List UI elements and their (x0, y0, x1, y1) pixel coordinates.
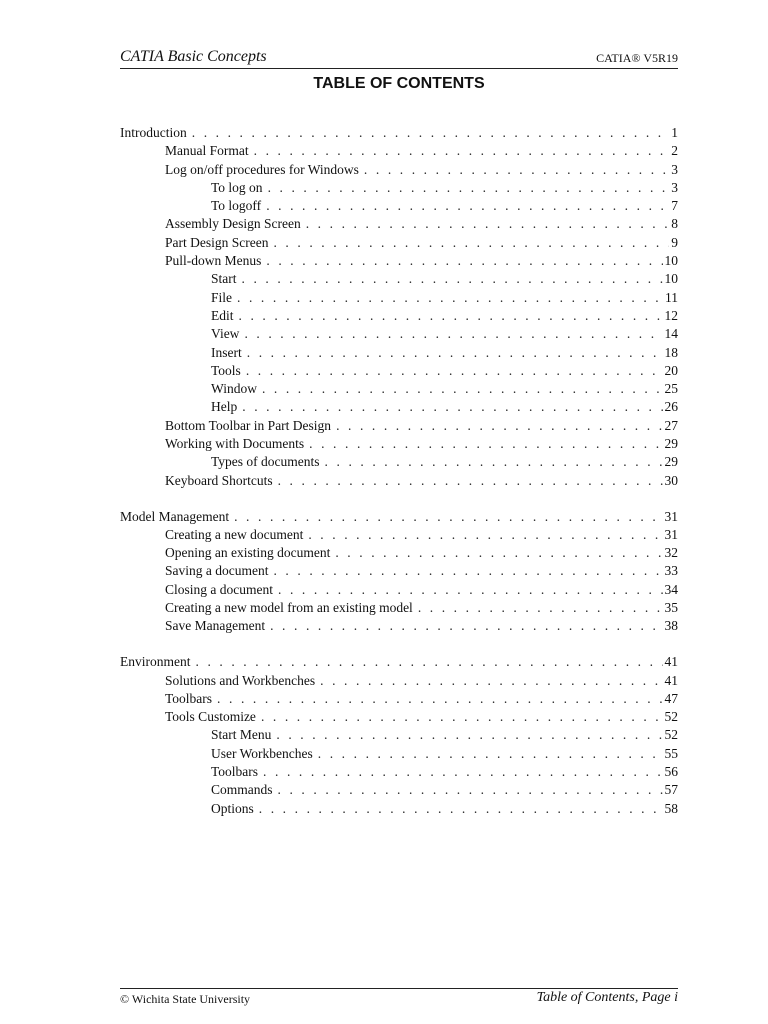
toc-entry-page-number: 38 (664, 618, 678, 634)
toc-entry-page-number: 58 (664, 800, 678, 816)
toc-entry[interactable] (120, 544, 678, 562)
toc-entry-page-number: 3 (671, 179, 678, 195)
dot-leader (266, 252, 662, 270)
dot-leader (242, 270, 663, 288)
table-of-contents (120, 124, 678, 818)
toc-entry-page-number: 33 (664, 563, 678, 579)
dot-leader (237, 289, 663, 307)
toc-entry[interactable] (120, 307, 678, 325)
toc-entry[interactable] (120, 763, 678, 781)
dot-leader (268, 179, 670, 197)
toc-entry[interactable] (120, 344, 678, 362)
toc-entry[interactable] (120, 362, 678, 380)
toc-entry-page-number: 41 (664, 672, 678, 688)
header-document-title: CATIA Basic Concepts (120, 48, 267, 65)
toc-entry[interactable] (120, 124, 678, 142)
toc-entry-page-number: 35 (664, 600, 678, 616)
toc-entry-label: Insert (211, 344, 242, 360)
toc-entry-page-number: 7 (671, 198, 678, 214)
toc-entry-page-number: 20 (664, 362, 678, 378)
toc-entry-page-number: 55 (664, 745, 678, 761)
toc-entry[interactable] (120, 726, 678, 744)
toc-entry-label: Save Management (165, 618, 266, 634)
toc-entry-page-number: 1 (671, 125, 678, 140)
dot-leader (308, 526, 662, 544)
toc-entry-label: Part Design Screen (165, 234, 269, 250)
dot-leader (217, 690, 662, 708)
toc-entry[interactable] (120, 708, 678, 726)
dot-leader (309, 435, 662, 453)
toc-entry[interactable] (120, 215, 678, 233)
toc-entry-page-number: 10 (664, 253, 678, 269)
toc-entry-page-number: 9 (671, 234, 678, 250)
toc-entry[interactable] (120, 526, 678, 544)
toc-entry-label: Closing a document (165, 581, 273, 597)
dot-leader (239, 307, 663, 325)
toc-entry[interactable] (120, 234, 678, 252)
toc-entry-label: File (211, 289, 233, 305)
toc-entry[interactable] (120, 453, 678, 471)
footer-page-label: Table of Contents, Page i (536, 990, 678, 1005)
toc-entry-label: Bottom Toolbar in Part Design (165, 417, 332, 433)
toc-entry-page-number: 32 (664, 545, 678, 561)
toc-entry-page-number: 18 (664, 344, 678, 360)
toc-entry-label: Edit (211, 307, 234, 323)
dot-leader (273, 234, 669, 252)
toc-entry[interactable] (120, 781, 678, 799)
toc-entry[interactable] (120, 252, 678, 270)
dot-leader (234, 508, 662, 526)
toc-entry-label: Start Menu (211, 727, 272, 743)
toc-entry-label: Tools Customize (165, 709, 256, 725)
dot-leader (278, 581, 663, 599)
toc-entry-label: Environment (120, 654, 191, 670)
toc-entry[interactable] (120, 197, 678, 215)
toc-entry-page-number: 34 (664, 581, 678, 597)
toc-entry-label: Saving a document (165, 563, 269, 579)
page-header (120, 46, 678, 69)
toc-entry-page-number: 8 (671, 216, 678, 232)
toc-entry[interactable] (120, 435, 678, 453)
toc-entry-label: Keyboard Shortcuts (165, 472, 273, 488)
toc-entry-label: Toolbars (165, 690, 213, 706)
toc-entry-label: Manual Format (165, 143, 249, 159)
toc-entry[interactable] (120, 800, 678, 818)
toc-entry[interactable] (120, 325, 678, 343)
dot-leader (418, 599, 663, 617)
toc-entry-label: Introduction (120, 125, 187, 140)
toc-entry[interactable] (120, 581, 678, 599)
toc-entry[interactable] (120, 690, 678, 708)
toc-entry-label: View (211, 326, 240, 342)
toc-entry-page-number: 27 (664, 417, 678, 433)
toc-entry-label: Start (211, 271, 237, 287)
toc-entry-page-number: 31 (664, 526, 678, 542)
toc-entry-label: Creating a new document (165, 526, 304, 542)
toc-entry-page-number: 14 (664, 326, 678, 342)
page-title: TABLE OF CONTENTS (313, 75, 485, 92)
toc-entry-page-number: 31 (664, 508, 678, 524)
dot-leader (247, 344, 663, 362)
toc-entry-page-number: 47 (664, 690, 678, 706)
toc-entry-page-number: 52 (664, 709, 678, 725)
toc-entry-page-number: 25 (664, 381, 678, 397)
toc-entry-page-number: 12 (664, 307, 678, 323)
toc-entry-page-number: 26 (664, 399, 678, 415)
header-version: CATIA® V5R19 (596, 51, 678, 65)
dot-leader (262, 380, 663, 398)
toc-entry-label: Opening an existing document (165, 545, 331, 561)
toc-entry[interactable] (120, 161, 678, 179)
toc-entry-page-number: 29 (664, 454, 678, 470)
dot-leader (196, 653, 663, 671)
toc-entry-page-number: 56 (664, 763, 678, 779)
toc-entry-label: Types of documents (211, 454, 320, 470)
toc-entry[interactable] (120, 270, 678, 288)
toc-entry[interactable] (120, 745, 678, 763)
toc-entry[interactable] (120, 380, 678, 398)
toc-entry-label: To logoff (211, 198, 262, 214)
toc-entry-page-number: 30 (664, 472, 678, 488)
dot-leader (259, 800, 663, 818)
dot-leader (364, 161, 669, 179)
toc-entry[interactable] (120, 617, 678, 635)
toc-entry-page-number: 52 (664, 727, 678, 743)
toc-entry[interactable] (120, 417, 678, 435)
dot-leader (336, 417, 662, 435)
toc-section (120, 124, 678, 490)
dot-leader (276, 726, 662, 744)
dot-leader (242, 398, 662, 416)
toc-entry-label: Toolbars (211, 763, 259, 779)
toc-entry-label: Assembly Design Screen (165, 216, 301, 232)
dot-leader (318, 745, 663, 763)
footer-copyright: © Wichita State University (120, 992, 251, 1006)
toc-entry-label: Creating a new model from an existing model (165, 600, 413, 616)
toc-entry-page-number: 3 (671, 161, 678, 177)
toc-entry[interactable] (120, 398, 678, 416)
toc-entry-label: Help (211, 399, 238, 415)
dot-leader (278, 781, 663, 799)
toc-entry-label: User Workbenches (211, 745, 313, 761)
toc-entry-page-number: 29 (664, 436, 678, 452)
dot-leader (263, 763, 662, 781)
dot-leader (325, 453, 663, 471)
dot-leader (246, 362, 663, 380)
toc-entry-page-number: 10 (664, 271, 678, 287)
toc-entry-label: Log on/off procedures for Windows (165, 161, 359, 177)
toc-entry-label: Solutions and Workbenches (165, 672, 316, 688)
toc-entry[interactable] (120, 179, 678, 197)
toc-entry[interactable] (120, 289, 678, 307)
dot-leader (266, 197, 669, 215)
toc-entry-page-number: 57 (664, 782, 678, 798)
toc-entry[interactable] (120, 672, 678, 690)
toc-entry-page-number: 2 (671, 143, 678, 159)
dot-leader (261, 708, 663, 726)
toc-entry[interactable] (120, 142, 678, 160)
dot-leader (254, 142, 670, 160)
toc-entry-page-number: 11 (665, 289, 678, 305)
toc-entry[interactable] (120, 562, 678, 580)
toc-section (120, 653, 678, 818)
dot-leader (320, 672, 662, 690)
toc-entry-label: Commands (211, 782, 273, 798)
dot-leader (278, 472, 663, 490)
toc-entry-label: Window (211, 381, 257, 397)
toc-entry-label: Model Management (120, 508, 230, 524)
toc-entry-label: To log on (211, 179, 263, 195)
toc-section (120, 508, 678, 636)
dot-leader (270, 617, 662, 635)
toc-entry[interactable] (120, 472, 678, 490)
toc-entry-label: Pull-down Menus (165, 253, 262, 269)
toc-entry-label: Options (211, 800, 254, 816)
toc-entry[interactable] (120, 508, 678, 526)
dot-leader (192, 124, 670, 142)
toc-entry-label: Tools (211, 362, 241, 378)
toc-entry-page-number: 41 (664, 654, 678, 670)
toc-entry[interactable] (120, 653, 678, 671)
dot-leader (273, 562, 662, 580)
dot-leader (306, 215, 670, 233)
page-footer (120, 988, 678, 1009)
toc-entry[interactable] (120, 599, 678, 617)
dot-leader (335, 544, 662, 562)
dot-leader (244, 325, 662, 343)
toc-entry-label: Working with Documents (165, 436, 305, 452)
